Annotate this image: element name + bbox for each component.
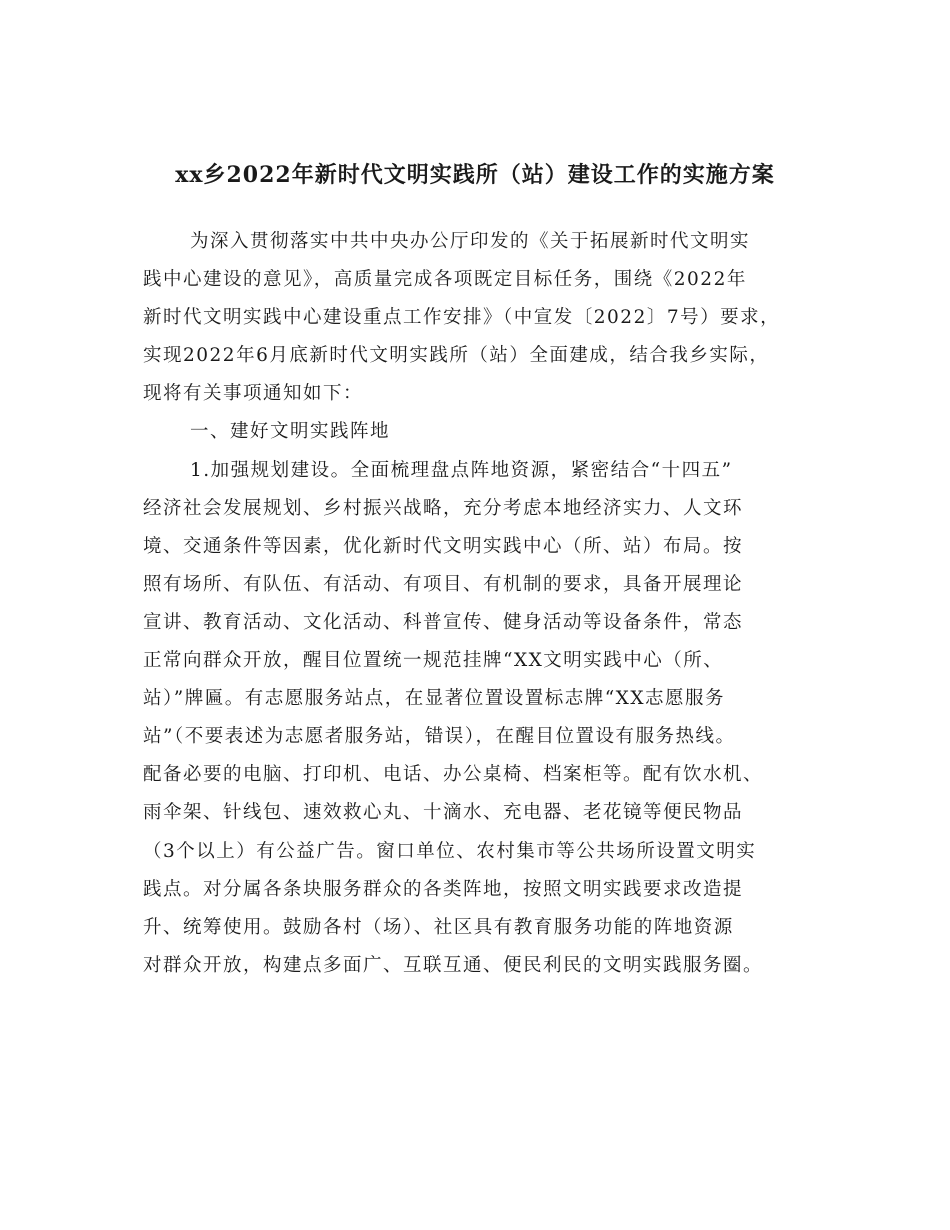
text-line: 践点。对分属各条块服务群众的各类阵地，按照文明实践要求改造提	[143, 878, 744, 900]
text-line: 一、建好文明实践阵地	[190, 421, 391, 443]
text-line: 雨伞架、针线包、速效救心丸、十滴水、充电器、老花镜等便民物品	[143, 802, 744, 824]
text-line: 践中心建设的意见》，高质量完成各项既定目标任务，围绕《2022年	[143, 269, 747, 291]
text-line: 经济社会发展规划、乡村振兴战略，充分考虑本地经济实力、人文环	[143, 497, 744, 519]
text-line: 正常向群众开放，醒目位置统一规范挂牌“XX文明实践中心（所、	[143, 650, 724, 672]
text-line: 配备必要的电脑、打印机、电话、办公桌椅、档案柜等。配有饮水机、	[143, 764, 764, 786]
text-line: 站）”牌匾。有志愿服务站点，在显著位置设置标志牌“XX志愿服务	[143, 688, 726, 710]
text-line: 对群众开放，构建点多面广、互联互通、便民利民的文明实践服务圈。	[143, 954, 764, 976]
document-body	[143, 223, 823, 985]
text-line: （3个以上）有公益广告。窗口单位、农村集市等公共场所设置文明实	[143, 840, 757, 862]
text-line: 升、统筹使用。鼓励各村（场）、社区具有教育服务功能的阵地资源	[143, 916, 734, 938]
text-line: 站”（不要表述为志愿者服务站，错误），在醒目位置设有服务热线。	[143, 726, 736, 748]
text-line: 境、交通条件等因素，优化新时代文明实践中心（所、站）布局。按	[143, 535, 744, 557]
text-line: 照有场所、有队伍、有活动、有项目、有机制的要求，具备开展理论	[143, 573, 744, 595]
text-line: 宣讲、教育活动、文化活动、科普宣传、健身活动等设备条件，常态	[143, 611, 744, 633]
text-line: 现将有关事项通知如下：	[143, 383, 364, 405]
text-line: 新时代文明实践中心建设重点工作安排》（中宣发〔2022〕7号）要求，	[143, 307, 781, 329]
text-line: 为深入贯彻落实中共中央办公厅印发的《关于拓展新时代文明实	[190, 231, 751, 252]
text-line: 实现2022年6月底新时代文明实践所（站）全面建成，结合我乡实际，	[143, 345, 770, 367]
document-title: xx乡2022年新时代文明实践所（站）建设工作的实施方案	[175, 162, 775, 188]
text-line: 1.加强规划建设。全面梳理盘点阵地资源，紧密结合“十四五”	[190, 459, 733, 481]
